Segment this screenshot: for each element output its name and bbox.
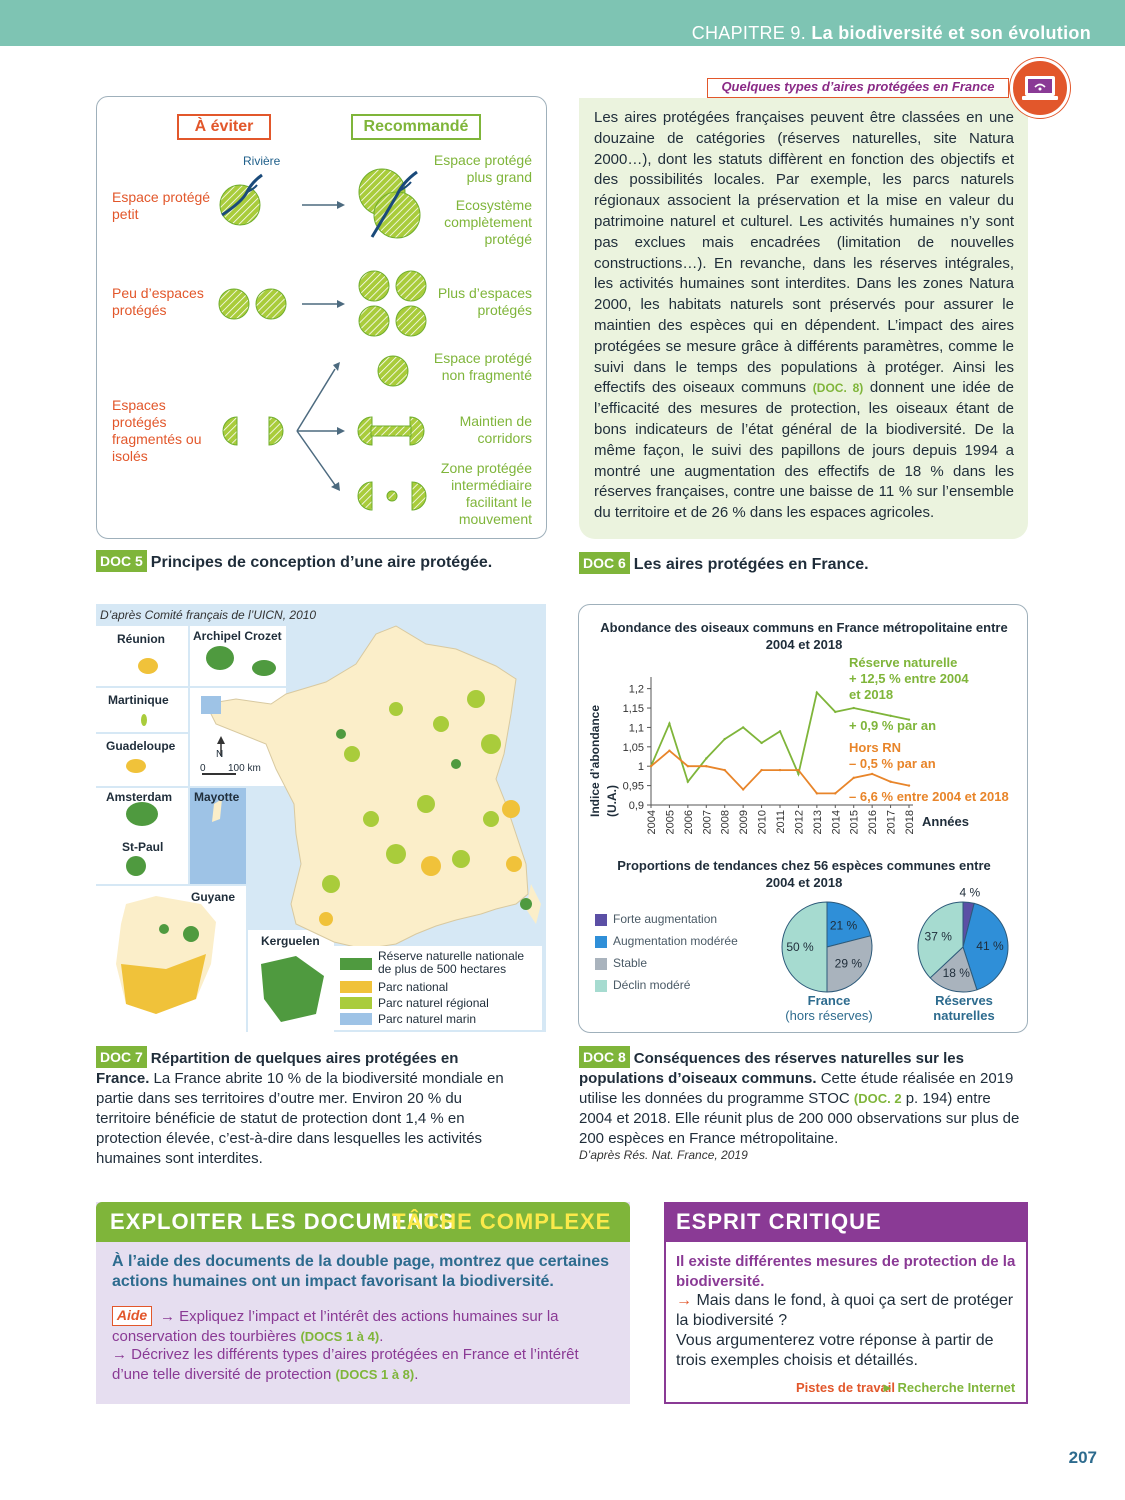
legend-stable: Stable — [613, 956, 648, 970]
exploit-header — [96, 1202, 630, 1242]
label-amsterdam: Amsterdam — [106, 790, 173, 804]
rec-label-6: Zone protégée intermédiaire facilitant le mouvement — [440, 460, 532, 527]
data-point — [687, 765, 689, 767]
doc5-badge: DOC 5 — [96, 550, 147, 572]
data-point — [853, 777, 855, 779]
hrn-year: – 0,5 % par an — [849, 756, 936, 771]
digital-resource-icon[interactable] — [1010, 58, 1070, 118]
recherche-internet-link[interactable]: ► Recherche Internet — [881, 1380, 1016, 1395]
pie-label: 18 % — [942, 966, 970, 981]
y-tick-label: 0,95 — [622, 780, 644, 793]
x-tick-label: 2012 — [793, 810, 806, 835]
pie-label: 29 % — [834, 956, 863, 971]
river-label: Rivière — [243, 154, 281, 168]
doc7-badge: DOC 7 — [96, 1046, 147, 1068]
exploit-title: EXPLOITER LES DOCUMENTS — [110, 1209, 455, 1234]
rn-label: Réserve naturelle — [849, 655, 958, 670]
legend-marine: Parc naturel marin — [378, 1012, 477, 1026]
rec-label-3: Plus d’espaces protégés — [437, 285, 532, 318]
label-guadeloupe: Guadeloupe — [106, 739, 176, 753]
data-point — [908, 784, 910, 786]
trend-pie-charts — [579, 885, 1029, 995]
legend-decline: Déclin modéré — [613, 978, 691, 992]
x-tick-label: 2005 — [664, 810, 677, 835]
pie-label: 37 % — [924, 929, 952, 944]
y-tick-label: 1,2 — [628, 683, 644, 696]
x-tick-label: 2013 — [811, 810, 824, 835]
x-tick-label: 2016 — [867, 810, 880, 835]
data-point — [871, 711, 873, 713]
doc6-text: Les aires protégées françaises peuvent être classées en une douzaine de catégories (réserves naturelles, site Natura 2000…), dont les statuts diffèrent en fonction des objectifs et des possibilités locales. Par exemple, les parcs naturels régionaux associent la préservation et la mise en valeur du patrimoine naturel et culturel. Les activités humaines n’y sont pas exclues mais encadrées (limitation de nouvelles constructions…). En revanche, dans les réserves intégrales, les activités humaines sont interdites. Dans les zones Natura 2000, les habitats naturels sont préservés pour assurer le maintien des espèces qui en dépendent. L’impact des aires protégées se mesure grâce à différents paramètres, comme le suivi dans le temps des populations à protéger. Ainsi les effectifs des oiseaux communs (DOC. 8) donnent une idée de l’efficacité des mesures de protection, les oiseaux étant de bons indicateurs de l’état général de la biodiversité. De la même façon, le suivi des papillons de jours depuis 1994 a montré une augmentation des effectifs de 18 % dans les réserves françaises, contre une baisse de 11 % sur l’ensemble du territoire et de 26 % dans les espaces agricoles. — [594, 109, 1015, 522]
legend-national: Parc national — [378, 980, 449, 994]
y-axis-label: Indice d’abondance (U.A.) — [588, 704, 619, 817]
map-source: D’après Comité français de l’UICN, 2010 — [100, 608, 317, 622]
data-point — [834, 711, 836, 713]
hint-2: → Décrivez les différents types d’aires protégées en France et l’intérêt d’une telle diversité de protection (DOCS 1 à 8). — [112, 1346, 579, 1383]
avoid-label-2: Peu d’espaces protégés — [112, 285, 204, 318]
pie-label: 21 % — [829, 918, 858, 933]
page-number: 207 — [1068, 1448, 1097, 1467]
doc6-badge: DOC 6 — [579, 552, 630, 574]
legend-moderate: Augmentation modérée — [613, 934, 738, 948]
esprit-title: ESPRIT CRITIQUE — [676, 1209, 882, 1234]
esprit-question: Il existe différentes mesures de protection de la biodiversité. — [676, 1253, 1016, 1290]
avoid-heading: À éviter — [177, 114, 271, 140]
label-guyane: Guyane — [191, 890, 236, 904]
pie2-title: Réserves naturelles — [933, 993, 995, 1023]
doc8-caption: DOC 8 Conséquences des réserves naturelles sur les populations d’oiseaux communs. Cette étude réalisée en 2019 utilise les données du programme STOC (DOC. 2 p. 194) entre 2004 et 2018. Elle réunit plus de 200 000 observations sur plus de 200 espèces en France métropolitaine. — [579, 1046, 1028, 1149]
complex-task-title: TÂCHE COMPLEXE — [392, 1209, 612, 1234]
y-tick-label: 1,15 — [622, 703, 644, 716]
data-point — [779, 769, 781, 771]
data-point — [705, 757, 707, 759]
label-mayotte: Mayotte — [194, 790, 240, 804]
x-tick-label: 2014 — [830, 810, 843, 835]
data-point — [760, 769, 762, 771]
exploit-question: À l’aide des documents de la double page, montrez que certaines actions humaines ont un impact favorisant la biodiversité. — [112, 1253, 610, 1290]
y-tick-label: 0,9 — [628, 800, 644, 812]
data-point — [889, 781, 891, 783]
pie-label: 4 % — [959, 885, 981, 900]
hrn-label: Hors RN — [849, 740, 902, 755]
doc8-source: D’après Rés. Nat. France, 2019 — [579, 1148, 748, 1162]
doc5-caption: DOC 5 Principes de conception d’une aire protégée. — [96, 550, 547, 573]
rec-label-4: Espace protégé non fragmenté — [433, 350, 532, 383]
x-tick-label: 2011 — [775, 810, 787, 834]
rec-label-2: Ecosystème complètement protégé — [444, 197, 532, 247]
abundance-line-chart — [579, 605, 1029, 845]
avoid-label-1: Espace protégé petit — [112, 189, 211, 222]
x-tick-label: 2017 — [885, 810, 898, 835]
pie-label: 41 % — [976, 939, 1004, 954]
x-tick-label: 2004 — [646, 810, 658, 835]
scale-label: 100 km — [228, 763, 261, 774]
y-tick-label: 1,1 — [628, 722, 644, 735]
data-point — [668, 722, 670, 724]
doc7-caption: DOC 7 Répartition de quelques aires protégées en France. La France abrite 10 % de la biodiversité mondiale en partie dans ses territoires d’outre mer. Environ 20 % du territoire bénéficie de statut de protection dont 1,4 % en protection élevée, c’est-à-dire dans lesquelles les activités humaines sont interdites. — [96, 1046, 506, 1169]
data-point — [742, 726, 744, 728]
data-point — [853, 707, 855, 709]
data-point — [760, 742, 762, 744]
data-point — [650, 765, 652, 767]
label-reunion: Réunion — [117, 632, 165, 646]
line-chart-title: Abondance des oiseaux communs en France métropolitaine entre 2004 et 2018 — [600, 620, 1008, 652]
avoid-label-3: Espaces protégés fragmentés ou isolés — [112, 397, 202, 464]
hrn-trend: – 6,6 % entre 2004 et 2018 — [849, 789, 1009, 804]
data-point — [816, 792, 818, 794]
rn-trend: + 12,5 % entre 2004 — [849, 671, 969, 686]
pistes-label: Pistes de travail — [796, 1380, 895, 1395]
y-tick-label: 1 — [637, 761, 644, 774]
data-point — [871, 773, 873, 775]
label-crozet: Archipel Crozet — [193, 629, 282, 643]
pie-title: Proportions de tendances chez 56 espèces communes entre 2004 et 2018 — [617, 858, 991, 890]
rn-year: + 0,9 % par an — [849, 718, 937, 733]
x-tick-label: 2007 — [701, 810, 714, 835]
esprit-question-2: → Mais dans le fond, à quoi ça sert de protéger la biodiversité ? — [676, 1292, 1014, 1329]
data-point — [705, 765, 707, 767]
label-martinique: Martinique — [108, 693, 169, 707]
data-point — [779, 730, 781, 732]
hint-1: → Expliquez l’impact et l’intérêt des actions humaines sur la conservation des tourbières (DOCS 1 à 4). — [112, 1308, 559, 1345]
doc5-diagram — [96, 96, 547, 539]
esprit-instruction: Vous argumenterez votre réponse à partir de trois exemples choisis et détaillés. — [676, 1332, 994, 1369]
x-axis-label: Années — [922, 814, 969, 829]
label-kerguelen: Kerguelen — [261, 934, 320, 948]
x-tick-label: 2018 — [904, 810, 916, 835]
doc8-charts — [578, 604, 1028, 1033]
chapter-title: CHAPITRE 9. La biodiversité et son évolution — [691, 23, 1091, 43]
legend-strong: Forte augmentation — [613, 912, 718, 926]
north-label: N — [216, 749, 224, 760]
x-tick-label: 2010 — [756, 810, 769, 835]
rec-label-5: Maintien de corridors — [459, 413, 532, 446]
data-point — [816, 691, 818, 693]
doc6-title: Quelques types d’aires protégées en France — [707, 78, 1009, 98]
data-point — [668, 749, 670, 751]
scale-zero: 0 — [200, 763, 206, 774]
x-tick-label: 2015 — [848, 810, 861, 835]
x-tick-label: 2008 — [719, 810, 732, 835]
data-point — [724, 769, 726, 771]
recommended-heading: Recommandé — [351, 114, 481, 140]
x-tick-label: 2006 — [682, 810, 695, 835]
protected-areas-map — [96, 604, 546, 1032]
legend-reserve: Réserve naturelle nationale de plus de 500 hectares — [378, 949, 525, 976]
legend-regional: Parc naturel régional — [378, 996, 489, 1010]
aide-badge[interactable]: Aide — [112, 1306, 152, 1326]
data-point — [834, 792, 836, 794]
data-point — [797, 769, 799, 771]
x-tick-label: 2009 — [738, 810, 751, 835]
data-point — [742, 788, 744, 790]
rec-label-1: Espace protégé plus grand — [433, 152, 532, 185]
rn-trend2: et 2018 — [849, 687, 894, 702]
design-principles-drawing — [97, 97, 548, 540]
pie1-title: France (hors réserves) — [785, 993, 873, 1023]
y-tick-label: 1,05 — [622, 741, 644, 754]
label-st-paul: St-Paul — [122, 840, 164, 854]
data-point — [687, 781, 689, 783]
doc6-caption: DOC 6 Les aires protégées en France. — [579, 552, 1028, 575]
doc8-badge: DOC 8 — [579, 1046, 630, 1068]
esprit-header — [664, 1202, 1028, 1242]
data-point — [724, 738, 726, 740]
pie-label: 50 % — [786, 940, 814, 954]
data-point — [797, 773, 799, 775]
